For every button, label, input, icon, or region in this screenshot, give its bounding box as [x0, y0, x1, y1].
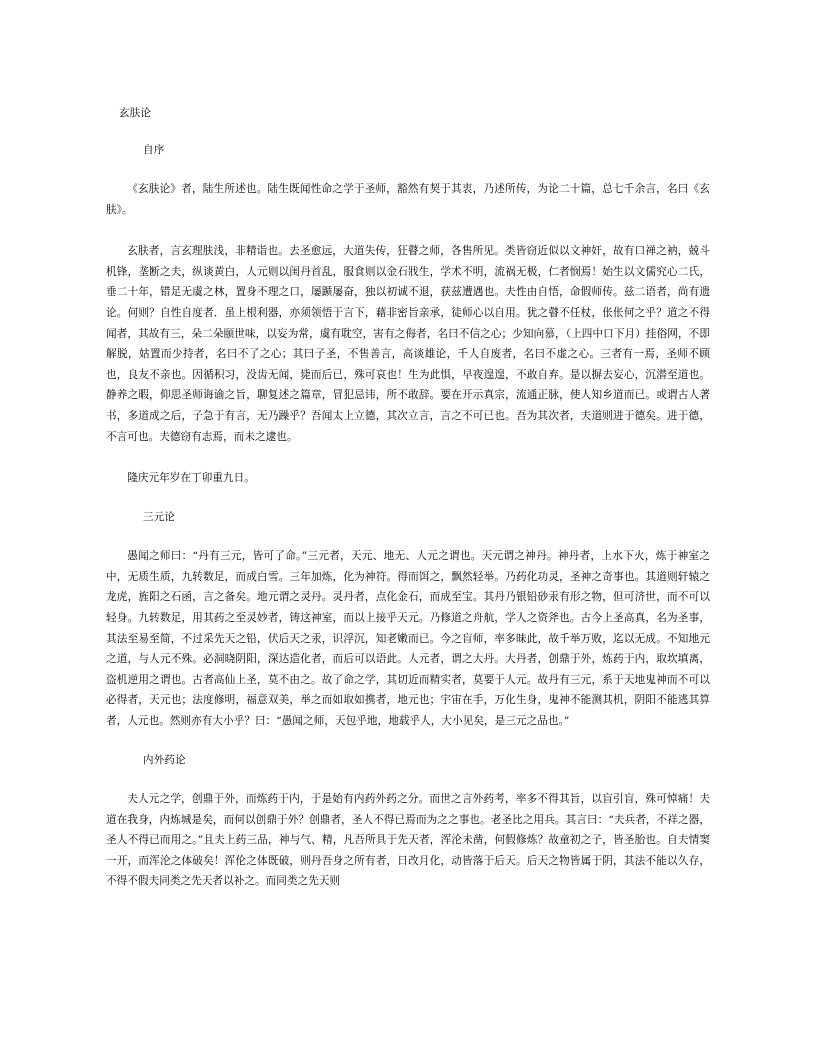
- document-title: 玄肤论: [119, 107, 152, 119]
- paragraph: 玄肤者，言玄理肤浅，非精诣也。去圣愈远，大道失传，狂瞽之师，各售所见。类皆窃近似以文神奸，故有口禅之衲，兢斗机锋，垄断之夫，纵谈黄白，人元则以闺丹首乱，服食则以金石戕生，学术不明，流祸无极，仁者悯焉！始生以文儒究心二氏，垂二十年，错足无虞之林，置身不理之口，屡踬屡奋，独以初诚不退，获兹遭遇也。夫性由自悟，命假师传。兹二语者，尚有遗论。何则？自性自度者．虽上根利器，亦须领悟于言下，藉非密旨亲承，徒师心以自用。犹之瞽不任杖，伥伥何之乎？道之不得闻者，其故有三，朵二朵颐世味，以妄为常，虞有耽空，害有之侮者，名曰不信之心；少知向慕，（上四中口下月）挂俗网，不即解脱，姑置而少持者，名曰不了之心；其曰子圣，不售善言，高谈雄论，千人自废者，名曰不虚之心。三者有一焉，圣师不顾也，良友不亲也。因循积习，没齿无闻，毙而后已，殊可哀也！生为此惧，早夜遑遑，不敢自弃。是以摒去妄心，沉潜至道也。静养之暇，仰思圣师诲谕之旨，聊复述之篇章，冒犯忌讳，所不敢辞。要在开示真宗，流通正脉，使人知乡道而已。或谓古人著书，多道成之后，子急于有言，无乃躁乎？吾闻太上立德，其次立言，言之不可已也。吾为其次者，夫道则进于德矣。进于德，不言可也。夫德窃有志焉，而未之逮也。: [106, 245, 710, 443]
- section-heading-preface: 自序: [143, 143, 165, 156]
- paragraph: 夫人元之学，创鼎于外，而炼药于内，于是始有内药外药之分。而世之言外药考，率多不得其旨，以盲引盲，殊可悼痛！夫道在我身，内炼城是矣，而何以创鼎于外？创鼎者，圣人不得已焉而为之之事也。老圣比之用兵。其言曰：“夫兵者，不祥之器，圣人不得已而用之。”且夫上药三品，神与气、精，凡吾所具于先天者，浑沦未凿，何假修炼？故童初之子，皆圣胎也。自夫情窦一开，而浑沦之体破矣！浑伦之体既破，则丹吾身之所有者，日改月化，动皆落于后天。后天之物皆属于阴，其法不能以久存，不得不假夫同类之先天者以补之。而同类之先天则: [106, 793, 710, 888]
- paragraph: 愚闻之师曰：“丹有三元，皆可了命。”三元者，天元、地无、人元之谓也。天元谓之神丹。神丹者，上水下火，炼于神室之中，无质生质，九转数足，而成白雪。三年加炼，化为神符。得而饵之，飘然轻举。乃药化功灵，圣神之奇事也。其道则轩辕之龙虎，旌阳之石函，言之备矣。地元谓之灵丹。灵丹者，点化金石，而成至宝。其丹乃银铅砂汞有形之物，但可济世，而不可以轻身。九转数足，用其药之至灵妙者，铸这神室，而以上接乎天元。乃修道之舟航，学人之资斧也。古今上圣高真，名为圣事，其法至易至简，不过采先天之铅，伏后天之汞，识浮沉，知老嫩而已。今之盲师，率多昧此，故千举万败，迄以无成。不知地元之道，与人元不殊。必洞晓阴阳，深达造化者，而后可以语此。人元者，谓之大丹。大丹者，创鼎于外，炼药于内，取坎填离，盗机逆用之谓也。古者高仙上圣，莫不由之。故了命之学，其切近而精实者，莫要于人元。故丹有三元，系于天地鬼神而不可以必得者，天元也；法度修明，福意双美，举之而如取如携者，地元也；宇宙在手，万化生身，鬼神不能测其机，阴阳不能逃其算者，人元也。然则亦有大小乎？曰：“愚闻之师，天包乎地，地载乎人，大小见矣，是三元之品也。”: [106, 550, 710, 727]
- paragraph-date: 隆庆元年岁在丁卯重九日。: [127, 472, 255, 485]
- section-heading-sanyuanlun: 三元论: [143, 510, 176, 523]
- paragraph: 《玄肤论》者，陆生所述也。陆生既闻性命之学于圣师，豁然有契于其衷，乃述所传，为论二十篇，总七千余言，名曰《玄肤》。: [106, 183, 710, 216]
- section-heading-neiwaiyaolun: 内外药论: [143, 753, 186, 766]
